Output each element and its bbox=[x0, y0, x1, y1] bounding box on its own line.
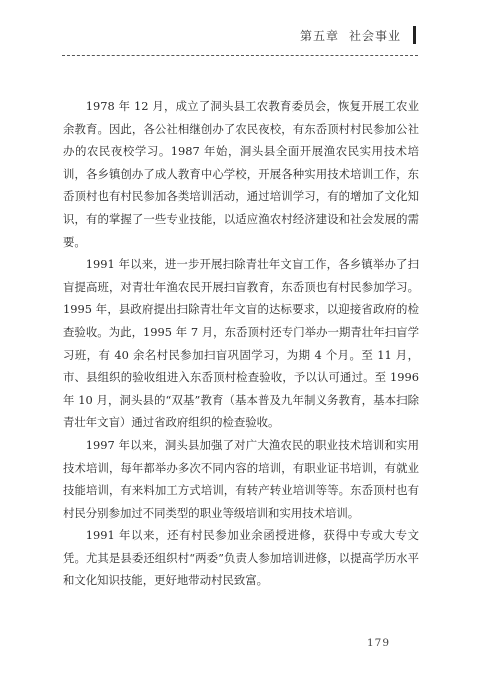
paragraph: 1997 年以来，洞头县加强了对广大渔农民的职业技术培训和实用技术培训，每年都举办多次不同内容的培训，有职业证书培训，有就业技能培训，有来料加工方式培训，有转产转业培训等等。东岙顶村也有村民分别参加过不同类型的职业等级培训和实用技术培训。 bbox=[63, 437, 419, 520]
body-text bbox=[63, 95, 419, 592]
paragraph: 1991 年以来，还有村民参加业余函授进修，获得中专或大专文凭。尤其是县委还组织村“两委”负责人参加培训进修，以提高学历水平和文化知识技能，更好地带动村民致富。 bbox=[63, 528, 419, 588]
page-number: 179 bbox=[367, 637, 391, 649]
running-header bbox=[300, 26, 416, 44]
chapter-title: 社会事业 bbox=[348, 28, 401, 43]
chapter-number: 第五章 bbox=[299, 28, 339, 43]
paragraph: 1991 年以来，进一步开展扫除青壮年文盲工作，各乡镇举办了扫盲提高班，对青壮年渔农民开展扫盲教育，东岙顶也有村民参加学习。1995 年，县政府提出扫除青壮年文盲的达标要求，以迎接省政府的检查验收。为此，1995 年 7 月，东岙顶村还专门举办一期青壮年扫盲学习班，有 40 余名村民参加扫盲巩固学习，为期 4 个月。至 11 月，市、县组织的验收组进入东岙顶村检查验收，予以认可通过。至 1996 年 10 月，洞头县的“双基”教育（基本普及九年制义务教育，基本扫除青壮年文盲）通过省政府组织的检查验收。 bbox=[63, 257, 419, 430]
header-bar-mark bbox=[413, 26, 416, 44]
paragraph: 1978 年 12 月，成立了洞头县工农教育委员会，恢复开展工农业余教育。因此，各公社相继创办了农民夜校，有东岙顶村村民参加公社办的农民夜校学习。1987 年始，洞头县全面开展渔农民实用技术培训，各乡镇创办了成人教育中心学校，开展各种实用技术培训工作，东岙顶村也有村民参加各类培训活动，通过培训学习，有的增加了文化知识，有的掌握了一些专业技能，以适应渔农村经济建设和社会发展的需要。 bbox=[63, 99, 419, 249]
header-rule bbox=[62, 55, 418, 56]
